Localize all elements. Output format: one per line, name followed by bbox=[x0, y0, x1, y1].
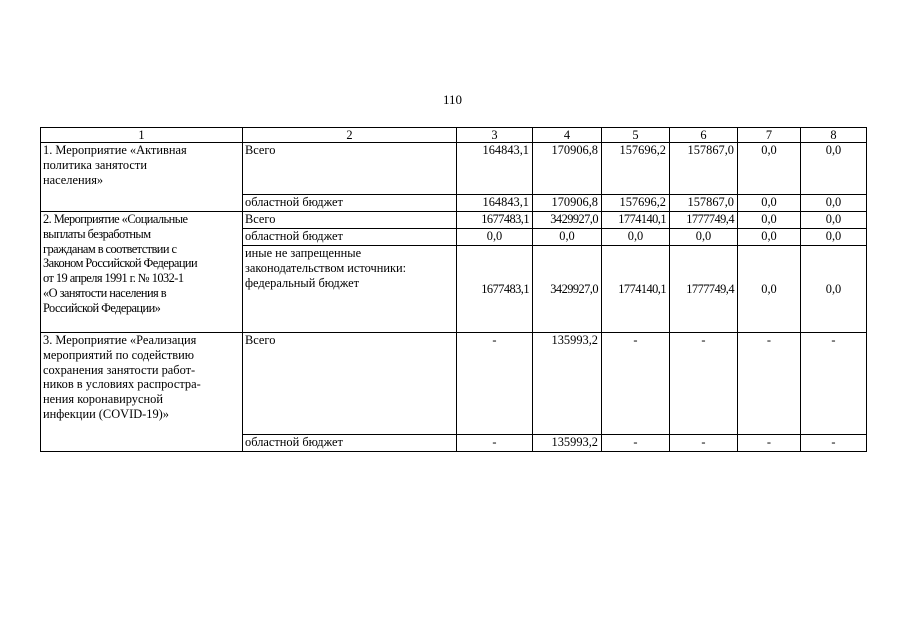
column-header: 3 bbox=[457, 128, 533, 143]
value-cell: 164843,1 bbox=[457, 143, 533, 195]
column-header: 2 bbox=[243, 128, 457, 143]
measure-name-line: Законом Российской Федерации bbox=[43, 256, 198, 271]
value-cell: - bbox=[602, 333, 670, 435]
column-header: 7 bbox=[738, 128, 801, 143]
value-cell: 170906,8 bbox=[533, 195, 602, 212]
value-cell: 170906,8 bbox=[533, 143, 602, 195]
measure-name-line: 2. Мероприятие «Социальные bbox=[43, 212, 188, 226]
value-cell: 0,0 bbox=[801, 195, 867, 212]
column-header: 8 bbox=[801, 128, 867, 143]
value-cell: 0,0 bbox=[801, 229, 867, 246]
value-cell: 0,0 bbox=[801, 143, 867, 195]
source-label-line: иные не запрещенные bbox=[245, 246, 362, 260]
value-cell: 0,0 bbox=[457, 229, 533, 246]
value-cell: 1677483,1 bbox=[457, 212, 533, 229]
measure-name-line: населения» bbox=[43, 172, 104, 187]
measure-name-line: «О занятости населения в bbox=[43, 285, 167, 300]
value-cell: 0,0 bbox=[670, 229, 738, 246]
table-row bbox=[41, 212, 867, 229]
table-row bbox=[41, 143, 867, 195]
measure-name-line: 3. Мероприятие «Реализация bbox=[43, 333, 197, 347]
value-cell: - bbox=[602, 435, 670, 452]
value-cell: 3429927,0 bbox=[533, 212, 602, 229]
measure-name-line: 1. Мероприятие «Активная bbox=[43, 143, 187, 157]
measure-name-line: гражданам в соответствии с bbox=[43, 241, 177, 256]
value-cell: - bbox=[670, 333, 738, 435]
value-cell: 135993,2 bbox=[533, 333, 602, 435]
value-cell: - bbox=[738, 333, 801, 435]
measure-name-line: мероприятий по содействию bbox=[43, 347, 195, 362]
source-label: областной бюджет bbox=[243, 195, 457, 212]
measure-name-line: сохранения занятости работ- bbox=[43, 362, 196, 377]
value-cell: 0,0 bbox=[738, 246, 801, 333]
funding-table bbox=[40, 127, 867, 452]
measure-name-cell bbox=[41, 212, 243, 333]
value-cell: 0,0 bbox=[738, 229, 801, 246]
value-cell: 1677483,1 bbox=[457, 246, 533, 333]
measure-name-line: нения коронавирусной bbox=[43, 392, 163, 407]
source-label-line: федеральный бюджет bbox=[245, 275, 360, 290]
value-cell: 1774140,1 bbox=[602, 246, 670, 333]
measure-name-line: выплаты безработным bbox=[43, 226, 151, 241]
column-header: 5 bbox=[602, 128, 670, 143]
source-label: областной бюджет bbox=[243, 229, 457, 246]
table-header-row bbox=[41, 128, 867, 143]
value-cell: - bbox=[670, 435, 738, 452]
table-row bbox=[41, 333, 867, 435]
value-cell: 157867,0 bbox=[670, 195, 738, 212]
value-cell: 3429927,0 bbox=[533, 246, 602, 333]
measure-name-line: инфекции (COVID-19)» bbox=[43, 406, 169, 421]
value-cell: - bbox=[801, 333, 867, 435]
value-cell: 1774140,1 bbox=[602, 212, 670, 229]
value-cell: 135993,2 bbox=[533, 435, 602, 452]
source-label-line: законодательством источники: bbox=[245, 260, 407, 275]
value-cell: 0,0 bbox=[533, 229, 602, 246]
value-cell: 157867,0 bbox=[670, 143, 738, 195]
value-cell: - bbox=[457, 435, 533, 452]
source-label: областной бюджет bbox=[243, 435, 457, 452]
value-cell: 1777749,4 bbox=[670, 246, 738, 333]
value-cell: - bbox=[457, 333, 533, 435]
value-cell: - bbox=[801, 435, 867, 452]
measure-name-cell bbox=[41, 333, 243, 452]
value-cell: 157696,2 bbox=[602, 195, 670, 212]
page-number: 110 bbox=[442, 92, 463, 107]
value-cell: 0,0 bbox=[801, 212, 867, 229]
value-cell: 157696,2 bbox=[602, 143, 670, 195]
source-label bbox=[243, 246, 457, 333]
column-header: 4 bbox=[533, 128, 602, 143]
value-cell: 0,0 bbox=[602, 229, 670, 246]
value-cell: - bbox=[738, 435, 801, 452]
measure-name-line: политика занятости bbox=[43, 157, 147, 172]
source-label: Всего bbox=[243, 333, 457, 435]
value-cell: 1777749,4 bbox=[670, 212, 738, 229]
measure-name-line: от 19 апреля 1991 г. № 1032-1 bbox=[43, 271, 184, 286]
value-cell: 164843,1 bbox=[457, 195, 533, 212]
measure-name-line: Российской Федерации» bbox=[43, 300, 161, 315]
value-cell: 0,0 bbox=[738, 195, 801, 212]
column-header: 6 bbox=[670, 128, 738, 143]
column-header: 1 bbox=[41, 128, 243, 143]
source-label: Всего bbox=[243, 212, 457, 229]
value-cell: 0,0 bbox=[738, 143, 801, 195]
source-label: Всего bbox=[243, 143, 457, 195]
measure-name-line: ников в условиях распростра- bbox=[43, 377, 201, 392]
measure-name-cell bbox=[41, 143, 243, 212]
value-cell: 0,0 bbox=[738, 212, 801, 229]
value-cell: 0,0 bbox=[801, 246, 867, 333]
